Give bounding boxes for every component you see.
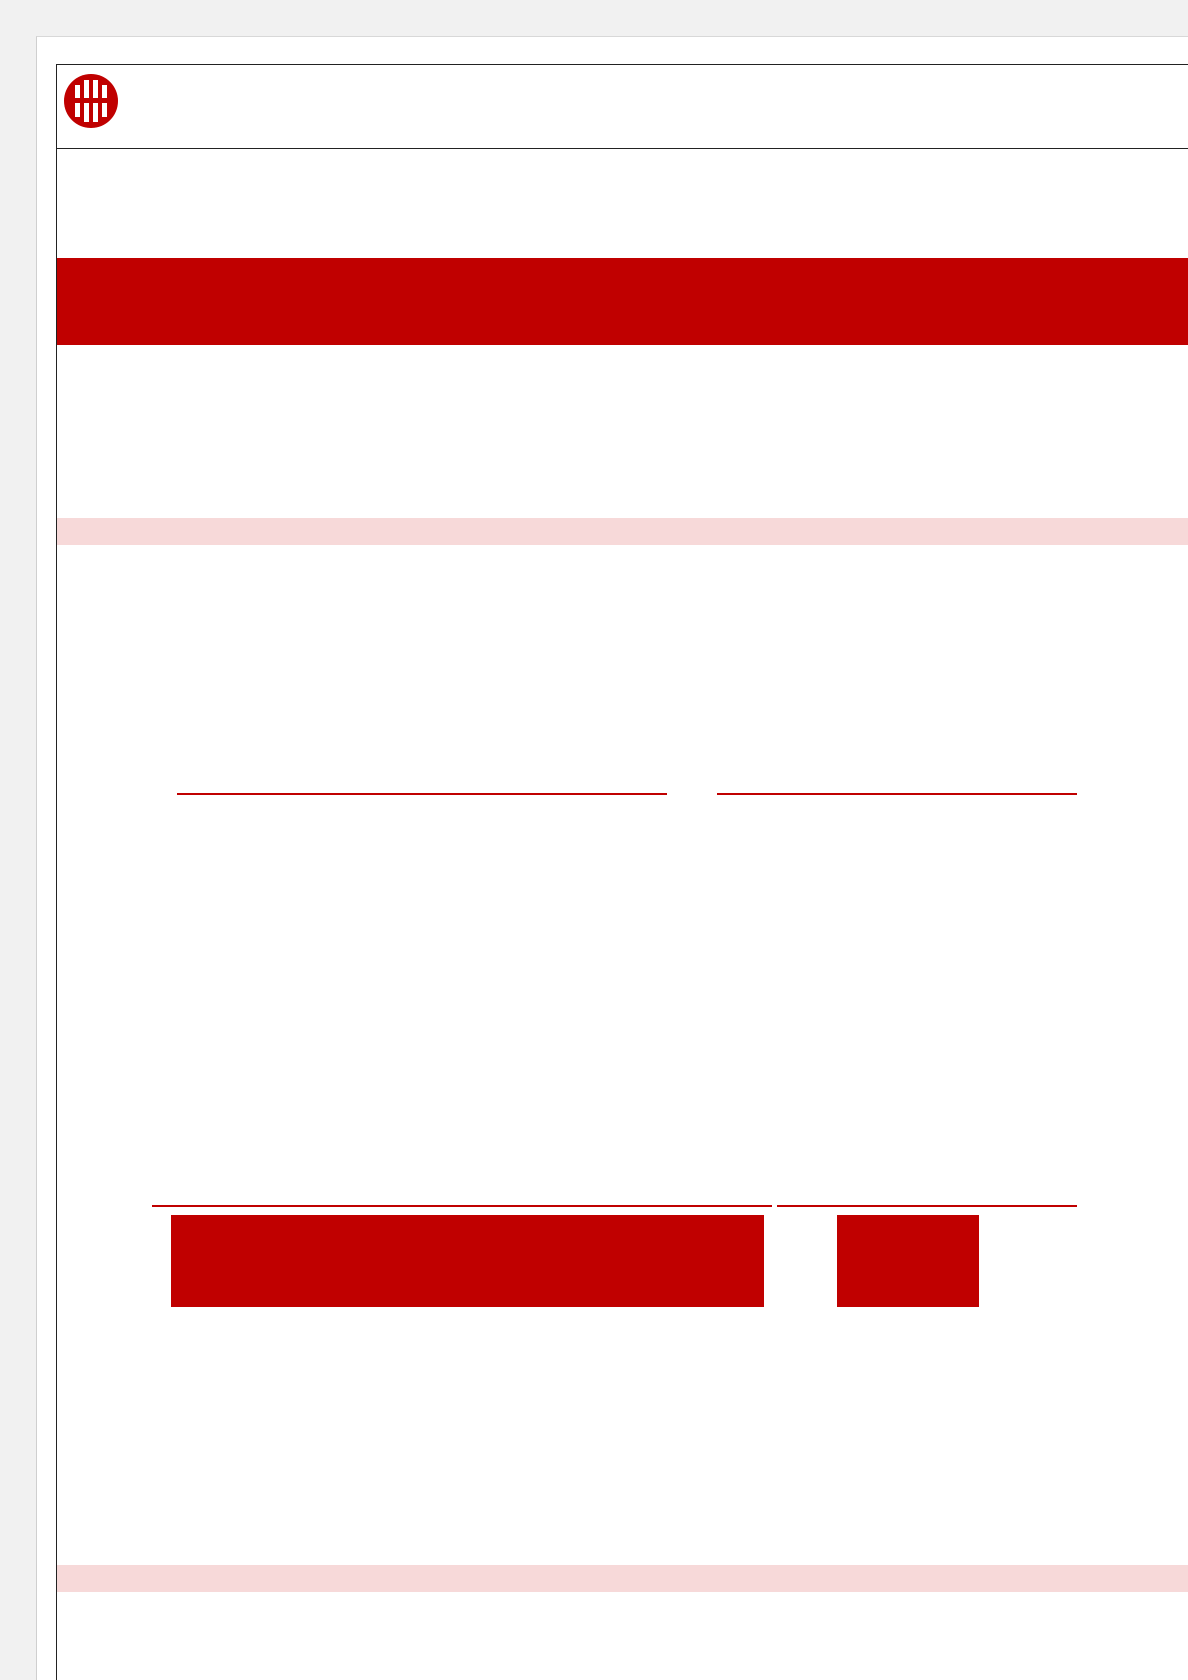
adjust-table-header (837, 1215, 979, 1307)
chart-right-total-renewable (617, 805, 1137, 1110)
chart-left-biofuel-targets (97, 805, 677, 1110)
researcher-info (57, 149, 1188, 258)
balance-table-header (171, 1215, 764, 1307)
report-title-bar (57, 258, 1188, 345)
table-left-rule (152, 1205, 772, 1207)
soyoil-balance-table (171, 1215, 764, 1525)
chart-left-rule (177, 793, 667, 795)
section-heading-epa (57, 518, 1188, 545)
section-heading-indonesia (57, 1565, 1188, 1592)
table-right-rule (777, 1205, 1077, 1207)
report-frame (56, 64, 1188, 1680)
page (36, 36, 1188, 1680)
citic-logo (61, 71, 121, 131)
chart-right-rule (717, 793, 1077, 795)
soyoil-adjust-table (837, 1215, 979, 1525)
report-header (57, 65, 1188, 149)
